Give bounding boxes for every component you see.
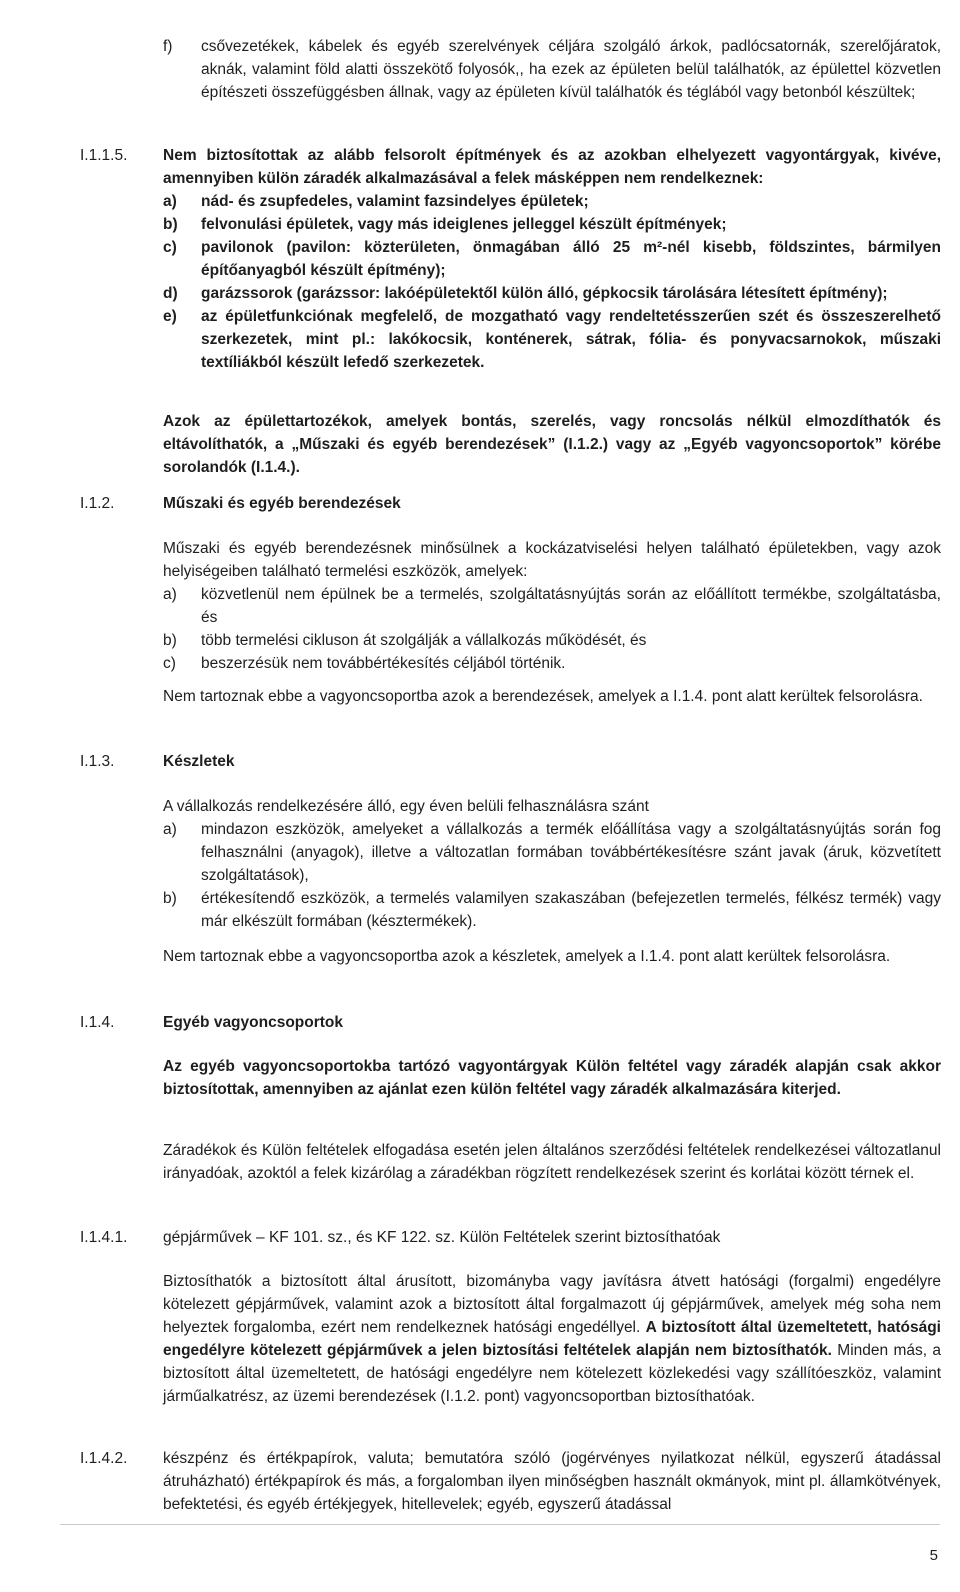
section-number: I.1.1.5. — [80, 147, 128, 164]
footer-rule — [60, 1524, 940, 1525]
section-paragraph — [163, 1270, 941, 1408]
item-text: közvetlenül nem épülnek be a termelés, szolgáltatásnyújtás során az előállított termékbe, szolgáltatásba, és — [201, 586, 941, 626]
section-paragraph: Záradékok és Külön feltételek elfogadása esetén jelen általános szerződési feltételek rendelkezései változatlanul irányadóak, azoktól a felek kizárólag a záradékban rögzített rendelkezések szerint és korlátai között térnek el. — [163, 1142, 941, 1182]
item-label: f) — [163, 38, 173, 55]
item-text: az épületfunkciónak megfelelő, de mozgatható vagy rendeltetésszerűen szét és összeszerelhető szerkezetek, mint pl.: lakókocsik, konténerek, sátrak, fólia- és ponyvacsarnokok, műszaki textíliákból készült lefedő szerkezetek. — [201, 308, 941, 371]
item-label: b) — [163, 632, 177, 649]
item-label: c) — [163, 655, 176, 672]
item-label: b) — [163, 890, 177, 907]
item-label: a) — [163, 193, 177, 210]
section-note: Nem tartoznak ebbe a vagyoncsoportba azok a készletek, amelyek a I.1.4. pont alatt kerültek felsorolásra. — [163, 948, 891, 965]
item-text: garázssorok (garázssor: lakóépületektől külön álló, gépkocsik tárolására létesített építmény); — [201, 285, 888, 302]
page-number: 5 — [929, 1547, 938, 1564]
item-text: felvonulási épületek, vagy más ideiglenes jelleggel készült építmények; — [201, 216, 727, 233]
section-number: I.1.4.1. — [80, 1229, 128, 1246]
item-text: mindazon eszközök, amelyeket a vállalkozás a termék előállítása vagy a szolgáltatásnyújtás során fog felhasználni (anyagok), illetve a változatlan formában továbbértékesítésre szánt javak (áruk, közvetített szolgáltatások), — [201, 821, 941, 884]
section-title: Egyéb vagyoncsoportok — [163, 1014, 344, 1031]
item-text: nád- és zsupfedeles, valamint fazsindelyes épületek; — [201, 193, 589, 210]
section-intro: Nem biztosítottak az alább felsorolt építmények és az azokban elhelyezett vagyontárgyak, kivéve, amennyiben külön záradék alkalmazásával a felek másképpen nem rendelkeznek: — [163, 147, 941, 187]
section-number: I.1.2. — [80, 495, 115, 512]
item-label: a) — [163, 586, 177, 603]
paragraph-text: Minden más, a biztosított által üzemeltetett, de hatósági engedélyre nem kötelezett közlekedési vagy szállítóeszköz, valamint járműalkatrész, az üzemi berendezések (I.1.2. pont) vagyoncsoportban biztosíthatóak. — [163, 1342, 941, 1405]
section-1115 — [163, 144, 941, 374]
item-label: d) — [163, 285, 178, 302]
item-text: pavilonok (pavilon: közterületen, önmagában álló 25 m²-nél kisebb, földszintes, bármilyen építőanyagból készült építmény); — [201, 239, 941, 279]
section-intro: Műszaki és egyéb berendezésnek minősülnek a kockázatviselési helyen található épületekben, vagy azok helyiségeiben található termelési eszközök, amelyek: — [163, 540, 941, 580]
section-number: I.1.4.2. — [80, 1450, 128, 1467]
item-text: csővezetékek, kábelek és egyéb szerelvények céljára szolgáló árkok, padlócsatornák, szerelőjáratok, aknák, valamint föld alatti összekötő folyosók,, ha ezek az épületen belül találhatók, az épülettel közvetlen építészeti összefüggésben állnak, vagy az épületen kívül találhatók és téglából vagy betonból készültek; — [201, 38, 941, 101]
section-note: Nem tartoznak ebbe a vagyoncsoportba azok a berendezések, amelyek a I.1.4. pont alatt kerültek felsorolásra. — [163, 688, 923, 705]
section-number: I.1.3. — [80, 753, 115, 770]
item-label: b) — [163, 216, 178, 233]
section-closing: Azok az épülettartozékok, amelyek bontás, szerelés, vagy roncsolás nélkül elmozdíthatók és eltávolíthatók, a „Műszaki és egyéb berendezések” (I.1.2.) vagy az „Egyéb vagyoncsoportok” körébe sorolandók (I.1.4.). — [163, 413, 941, 476]
paragraph-bold-text: A biztosított által üzemeltetett, hatósági engedélyre kötelezett gépjárművek a jelen biztosítási feltételek alapján nem biztosíthatók. — [163, 1319, 941, 1359]
item-text: több termelési cikluson át szolgálják a vállalkozás működését, és — [201, 632, 647, 649]
section-bold-paragraph: Az egyéb vagyoncsoportokba tartózó vagyontárgyak Külön feltétel vagy záradék alapján csak akkor biztosítottak, amennyiben az ajánlat ezen külön feltétel vagy záradék alkalmazására kiterjed. — [163, 1058, 941, 1098]
paragraph-text: Biztosíthatók a biztosított által árusított, bizományba vagy javításra átvett hatósági (forgalmi) engedélyre kötelezett gépjárművek, valamint azok a biztosított által forgalmazott új gépjárművek, amelyek még soha nem helyeztek forgalomba, ezért nem rendelkeznek hatósági engedéllyel. — [163, 1273, 941, 1336]
item-text: értékesítendő eszközök, a termelés valamilyen szakaszában (befejezetlen termelés, félkész termék) vagy már elkészült formában (késztermékek). — [201, 890, 941, 930]
item-text: beszerzésük nem továbbértékesítés céljából történik. — [201, 655, 566, 672]
section-number: I.1.4. — [80, 1014, 115, 1031]
section-112-body — [163, 537, 941, 675]
section-intro: A vállalkozás rendelkezésére álló, egy éven belüli felhasználásra szánt — [163, 798, 649, 815]
section-title: gépjárművek – KF 101. sz., és KF 122. sz. Külön Feltételek szerint biztosíthatóak — [163, 1229, 721, 1246]
section-title: Készletek — [163, 753, 235, 770]
item-label: a) — [163, 821, 177, 838]
item-label: e) — [163, 308, 177, 325]
item-f — [163, 35, 941, 104]
section-paragraph: készpénz és értékpapírok, valuta; bemutatóra szóló (jogérvényes nyilatkozat nélkül, egyszerű átadással átruházható) értékpapírok és más, a forgalomban ilyen minőségben használt okmányok, mint pl. államkötvények, befektetési, és egyéb értékjegyek, hitellevelek; egyéb, egyszerű átadással — [163, 1450, 941, 1513]
section-title: Műszaki és egyéb berendezések — [163, 495, 401, 512]
section-113-body — [163, 795, 941, 933]
item-label: c) — [163, 239, 177, 256]
